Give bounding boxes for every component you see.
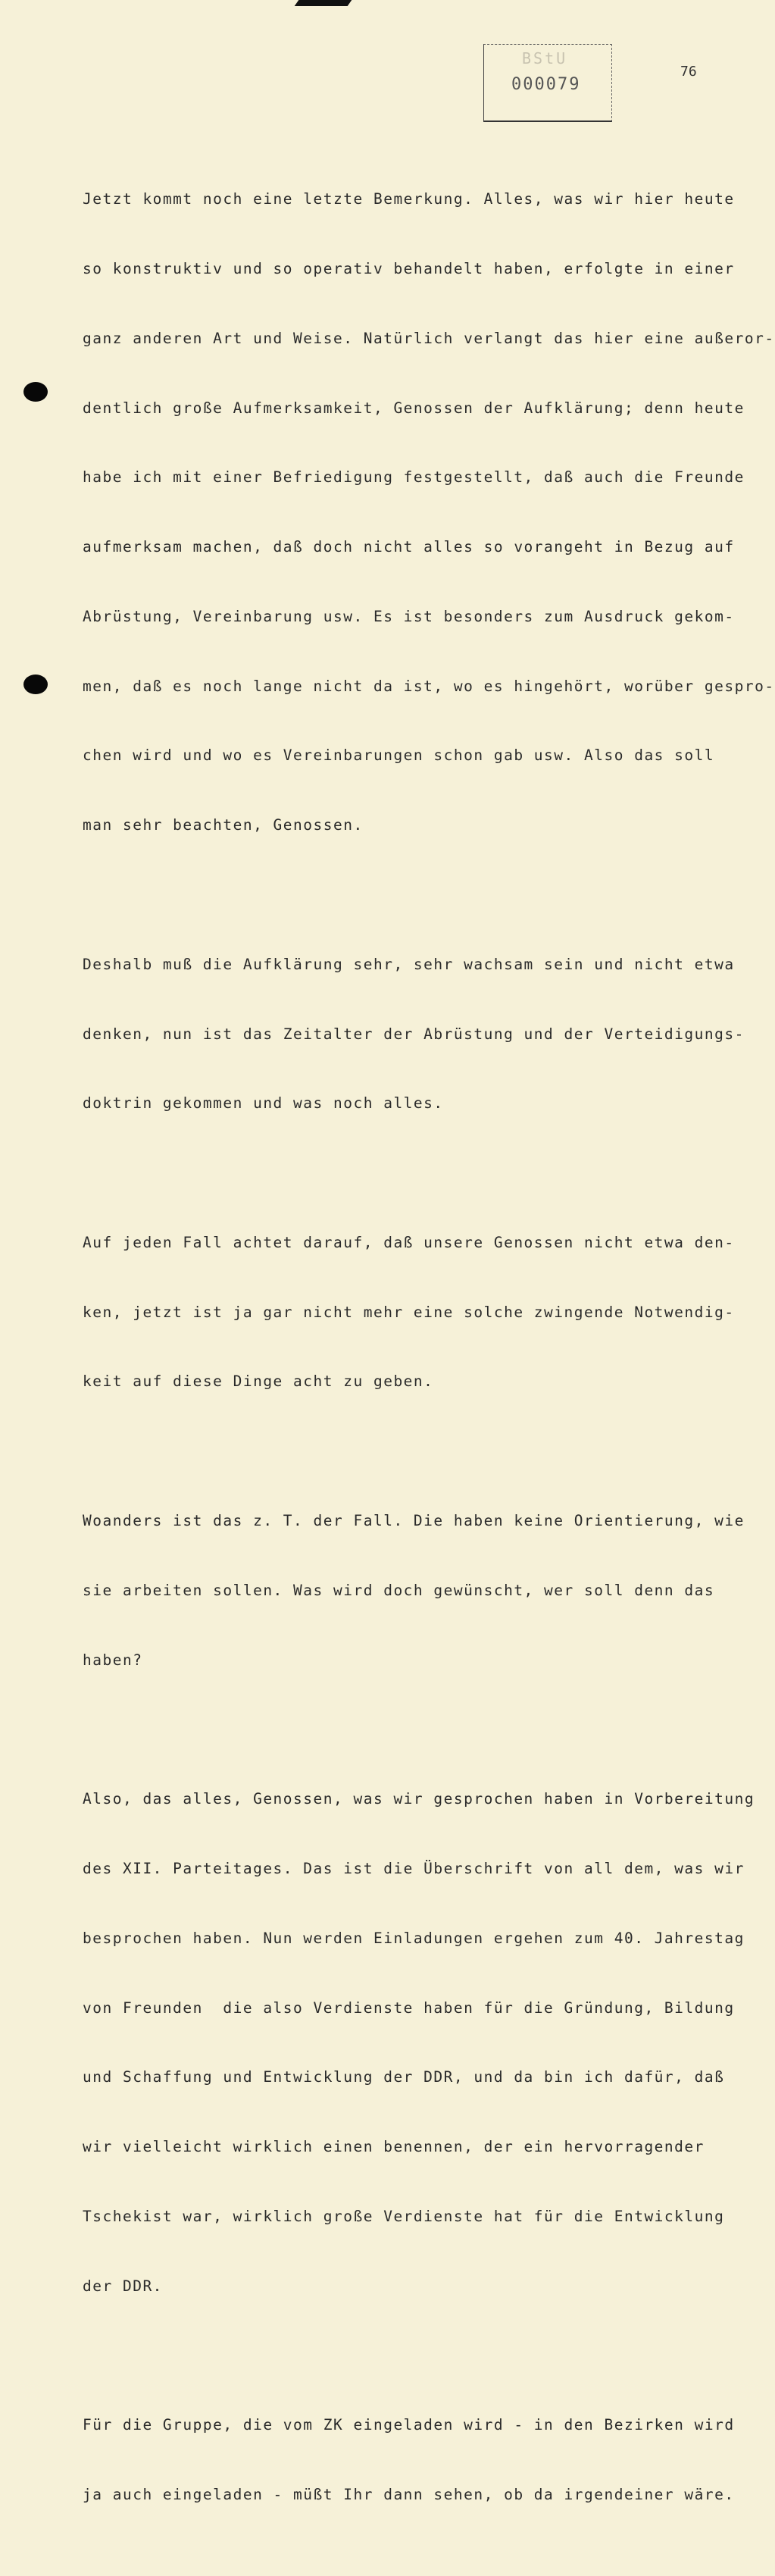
- text-line: Für die Gruppe, die vom ZK eingeladen wird - in den Bezirken wird: [83, 2416, 735, 2434]
- text-line: ganz anderen Art und Weise. Natürlich verlangt das hier eine außeror-: [83, 329, 775, 347]
- text-line: der DDR.: [83, 2277, 163, 2295]
- punch-hole-lower: [23, 675, 48, 694]
- text-line: habe ich mit einer Befriedigung festgestellt, daß auch die Freunde: [83, 468, 745, 487]
- text-line: men, daß es noch lange nicht da ist, wo es hingehört, worüber gespro-: [83, 677, 775, 695]
- text-line: Abrüstung, Vereinbarung usw. Es ist besonders zum Ausdruck gekom-: [83, 607, 735, 625]
- text-line: Deshalb muß die Aufklärung sehr, sehr wachsam sein und nicht etwa: [83, 955, 735, 973]
- text-line: Tschekist war, wirklich große Verdienste hat für die Entwicklung: [83, 2207, 725, 2225]
- text-line: ja auch eingeladen - müßt Ihr dann sehen, ob da irgendeiner wäre.: [83, 2485, 735, 2503]
- text-line: so konstruktiv und so operativ behandelt haben, erfolgte in einer: [83, 259, 735, 277]
- paragraph: [83, 1463, 745, 1719]
- text-line: keit auf diese Dinge acht zu geben.: [83, 1373, 434, 1391]
- text-line: chen wird und wo es Vereinbarungen schon gab usw. Also das soll: [83, 747, 715, 765]
- page-number: 76: [680, 64, 697, 80]
- punch-hole-upper: [23, 382, 48, 402]
- text-line: Also, das alles, Genossen, was wir gesprochen haben in Vorbereitung: [83, 1790, 755, 1808]
- text-line: Jetzt kommt noch eine letzte Bemerkung. Alles, was wir hier heute: [83, 190, 735, 208]
- paragraph: [83, 142, 775, 884]
- paragraph: [83, 907, 745, 1163]
- text-line: des XII. Parteitages. Das ist die Überschrift von all dem, was wir: [83, 1859, 745, 1877]
- stamp-agency: BStU: [522, 49, 568, 67]
- text-line: sie arbeiten sollen. Was wird doch gewünscht, wer soll denn das: [83, 1581, 715, 1599]
- text-line: besprochen haben. Nun werden Einladungen ergehen zum 40. Jahrestag: [83, 1929, 745, 1947]
- text-line: Woanders ist das z. T. der Fall. Die haben keine Orientierung, wie: [83, 1512, 745, 1530]
- text-line: und Schaffung und Entwicklung der DDR, und da bin ich dafür, daß: [83, 2068, 725, 2086]
- paragraph: [83, 2368, 734, 2553]
- text-line: von Freunden die also Verdienste haben für die Gründung, Bildung: [83, 1999, 735, 2017]
- stamp-number: 000079: [511, 75, 581, 94]
- text-line: denken, nun ist das Zeitalter der Abrüstung und der Verteidigungs-: [83, 1025, 745, 1043]
- text-line: Auf jeden Fall achtet darauf, daß unsere Genossen nicht etwa den-: [83, 1233, 735, 1251]
- text-line: doktrin gekommen und was noch alles.: [83, 1094, 444, 1113]
- text-line: aufmerksam machen, daß doch nicht alles so vorangeht in Bezug auf: [83, 538, 735, 556]
- text-line: man sehr beachten, Genossen.: [83, 816, 364, 834]
- scan-corner-mark: [295, 0, 358, 6]
- paragraph: [83, 1185, 734, 1441]
- text-line: ken, jetzt ist ja gar nicht mehr eine solche zwingende Notwendig-: [83, 1303, 735, 1321]
- text-line: dentlich große Aufmerksamkeit, Genossen der Aufklärung; denn heute: [83, 399, 745, 417]
- paragraph: [83, 1742, 755, 2344]
- text-line: haben?: [83, 1651, 143, 1669]
- archive-stamp: [483, 44, 612, 122]
- body-text: [83, 142, 775, 2576]
- text-line: wir vielleicht wirklich einen benennen, der ein hervorragender: [83, 2138, 705, 2156]
